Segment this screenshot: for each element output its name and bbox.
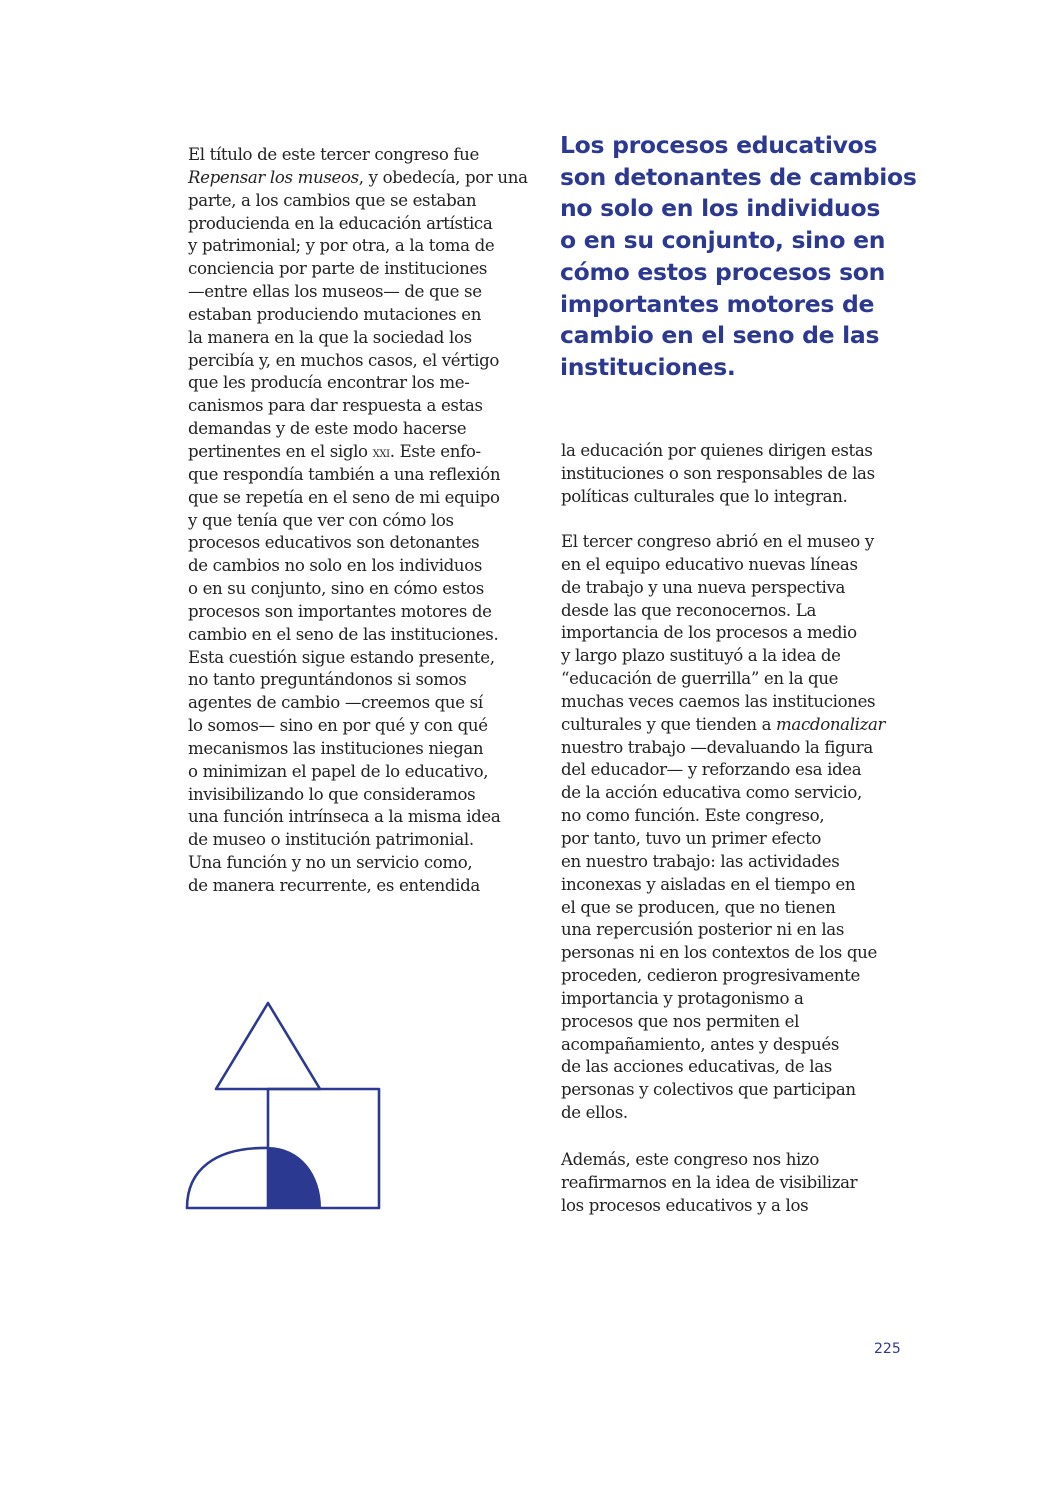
text-line: demandas y de este modo hacerse <box>188 419 467 439</box>
text-line: no solo en los individuos <box>560 194 881 223</box>
text-line: inconexas y aisladas en el tiempo en <box>561 874 856 894</box>
text-line: Una función y no un servicio como, <box>188 853 473 873</box>
text-line: percibía y, en muchos casos, el vértigo <box>188 350 499 370</box>
text-line: personas y colectivos que participan <box>561 1080 856 1100</box>
text-line: cambio en el seno de las instituciones. <box>188 624 499 644</box>
text-line: de la acción educativa como servicio, <box>561 783 862 803</box>
text-line: no como función. Este congreso, <box>561 806 825 826</box>
text-line: procesos son importantes motores de <box>188 601 492 621</box>
text-line: procesos educativos son detonantes <box>188 533 480 553</box>
text-line: que se repetía en el seno de mi equipo <box>188 487 500 507</box>
text-line <box>188 167 528 190</box>
text-line: o minimizan el papel de lo educativo, <box>188 761 489 781</box>
text-line: no tanto preguntándonos si somos <box>188 670 467 690</box>
text-line: de cambios no solo en los individuos <box>188 556 483 576</box>
text-line: y largo plazo sustituyó a la idea de <box>561 646 841 666</box>
page-number: 225 <box>874 1341 901 1357</box>
text-line: —entre ellas los museos— de que se <box>188 282 482 302</box>
text-line: cambio en el seno de las <box>560 321 880 350</box>
filled-quarter-shape <box>268 1148 320 1208</box>
text-line: mecanismos las instituciones niegan <box>188 738 484 758</box>
text-line: personas ni en los contextos de los que <box>561 943 877 963</box>
italic-text: macdonalizar <box>776 714 886 734</box>
text-line: de manera recurrente, es entendida <box>188 876 480 895</box>
text-line: importancia y protagonismo a <box>561 988 804 1008</box>
text-line: y patrimonial; y por otra, a la toma de <box>188 236 495 256</box>
text-line: políticas culturales que lo integran. <box>561 486 848 506</box>
text-line: reafirmarnos en la idea de visibilizar <box>561 1172 858 1192</box>
text-line: son detonantes de cambios <box>560 162 917 191</box>
text-line: por tanto, tuvo un primer efecto <box>561 828 822 848</box>
body-text-right-paragraph-2 <box>561 531 885 1125</box>
text-line: producienda en la educación artística <box>188 213 493 233</box>
text-line: o en su conjunto, sino en <box>560 226 886 255</box>
text-line <box>561 714 885 737</box>
text-line: de trabajo y una nueva perspectiva <box>561 577 846 597</box>
triangle-shape <box>216 1003 320 1089</box>
half-dome-outline <box>187 1148 268 1208</box>
text-line: instituciones o son responsables de las <box>561 463 875 483</box>
text-line: importantes motores de <box>560 289 875 318</box>
text-line: en nuestro trabajo: las actividades <box>561 851 840 871</box>
text-line: Los procesos educativos <box>560 131 878 159</box>
text-line: agentes de cambio —creemos que sí <box>188 693 483 713</box>
text-line: la educación por quienes dirigen estas <box>561 441 873 460</box>
text-line: de ellos. <box>561 1103 628 1123</box>
text-line: El título de este tercer congreso fue <box>188 145 479 164</box>
text-segment: pertinentes en el siglo <box>188 441 373 461</box>
text-line: conciencia por parte de instituciones <box>188 259 488 279</box>
text-line: procesos que nos permiten el <box>561 1011 800 1031</box>
text-line: en el equipo educativo nuevas líneas <box>561 554 858 574</box>
small-caps-text: xxi <box>372 442 390 461</box>
text-line: y que tenía que ver con cómo los <box>188 510 454 530</box>
text-line: Además, este congreso nos hizo <box>561 1150 820 1169</box>
text-line: una función intrínseca a la misma idea <box>188 807 501 827</box>
text-line: de las acciones educativas, de las <box>561 1057 832 1077</box>
text-line: “educación de guerrilla” en la que <box>561 669 839 689</box>
text-line: los procesos educativos y a los <box>561 1195 809 1215</box>
text-line: o en su conjunto, sino en cómo estos <box>188 579 484 599</box>
text-line: instituciones. <box>560 352 736 381</box>
text-line <box>188 441 528 464</box>
text-line: Esta cuestión sigue estando presente, <box>188 647 495 667</box>
text-line: del educador— y reforzando esa idea <box>561 760 862 780</box>
text-line: que respondía también a una reflexión <box>188 464 501 484</box>
text-line: de museo o institución patrimonial. <box>188 830 474 850</box>
body-text-right-paragraph-1 <box>561 440 875 509</box>
pull-quote <box>560 130 917 384</box>
text-line: estaban produciendo mutaciones en <box>188 304 482 324</box>
text-line: cómo estos procesos son <box>560 257 886 286</box>
text-line: una repercusión posterior ni en las <box>561 920 844 940</box>
text-line: invisibilizando lo que consideramos <box>188 784 476 804</box>
text-segment: . Este enfo- <box>389 441 481 461</box>
italic-text: Repensar los museos <box>188 167 359 187</box>
body-text-right-paragraph-3 <box>561 1149 857 1218</box>
geometric-shapes-illustration <box>180 995 390 1215</box>
text-line: parte, a los cambios que se estaban <box>188 190 477 210</box>
text-line: que les producía encontrar los me- <box>188 373 470 393</box>
text-line: desde las que reconocernos. La <box>561 600 816 620</box>
text-line: canismos para dar respuesta a estas <box>188 396 483 416</box>
text-line: el que se producen, que no tienen <box>561 897 836 917</box>
text-line: la manera en la que la sociedad los <box>188 327 472 347</box>
text-line: acompañamiento, antes y después <box>561 1034 840 1054</box>
text-line: importancia de los procesos a medio <box>561 623 857 643</box>
text-line: lo somos— sino en por qué y con qué <box>188 716 488 736</box>
text-line: El tercer congreso abrió en el museo y <box>561 532 874 551</box>
text-segment: culturales y que tienden a <box>561 714 777 734</box>
text-line: nuestro trabajo —devaluando la figura <box>561 737 873 757</box>
text-segment: , y obedecía, por una <box>358 167 528 187</box>
body-text-left-column <box>188 144 528 898</box>
text-line: muchas veces caemos las instituciones <box>561 691 876 711</box>
text-line: proceden, cedieron progresivamente <box>561 966 860 986</box>
